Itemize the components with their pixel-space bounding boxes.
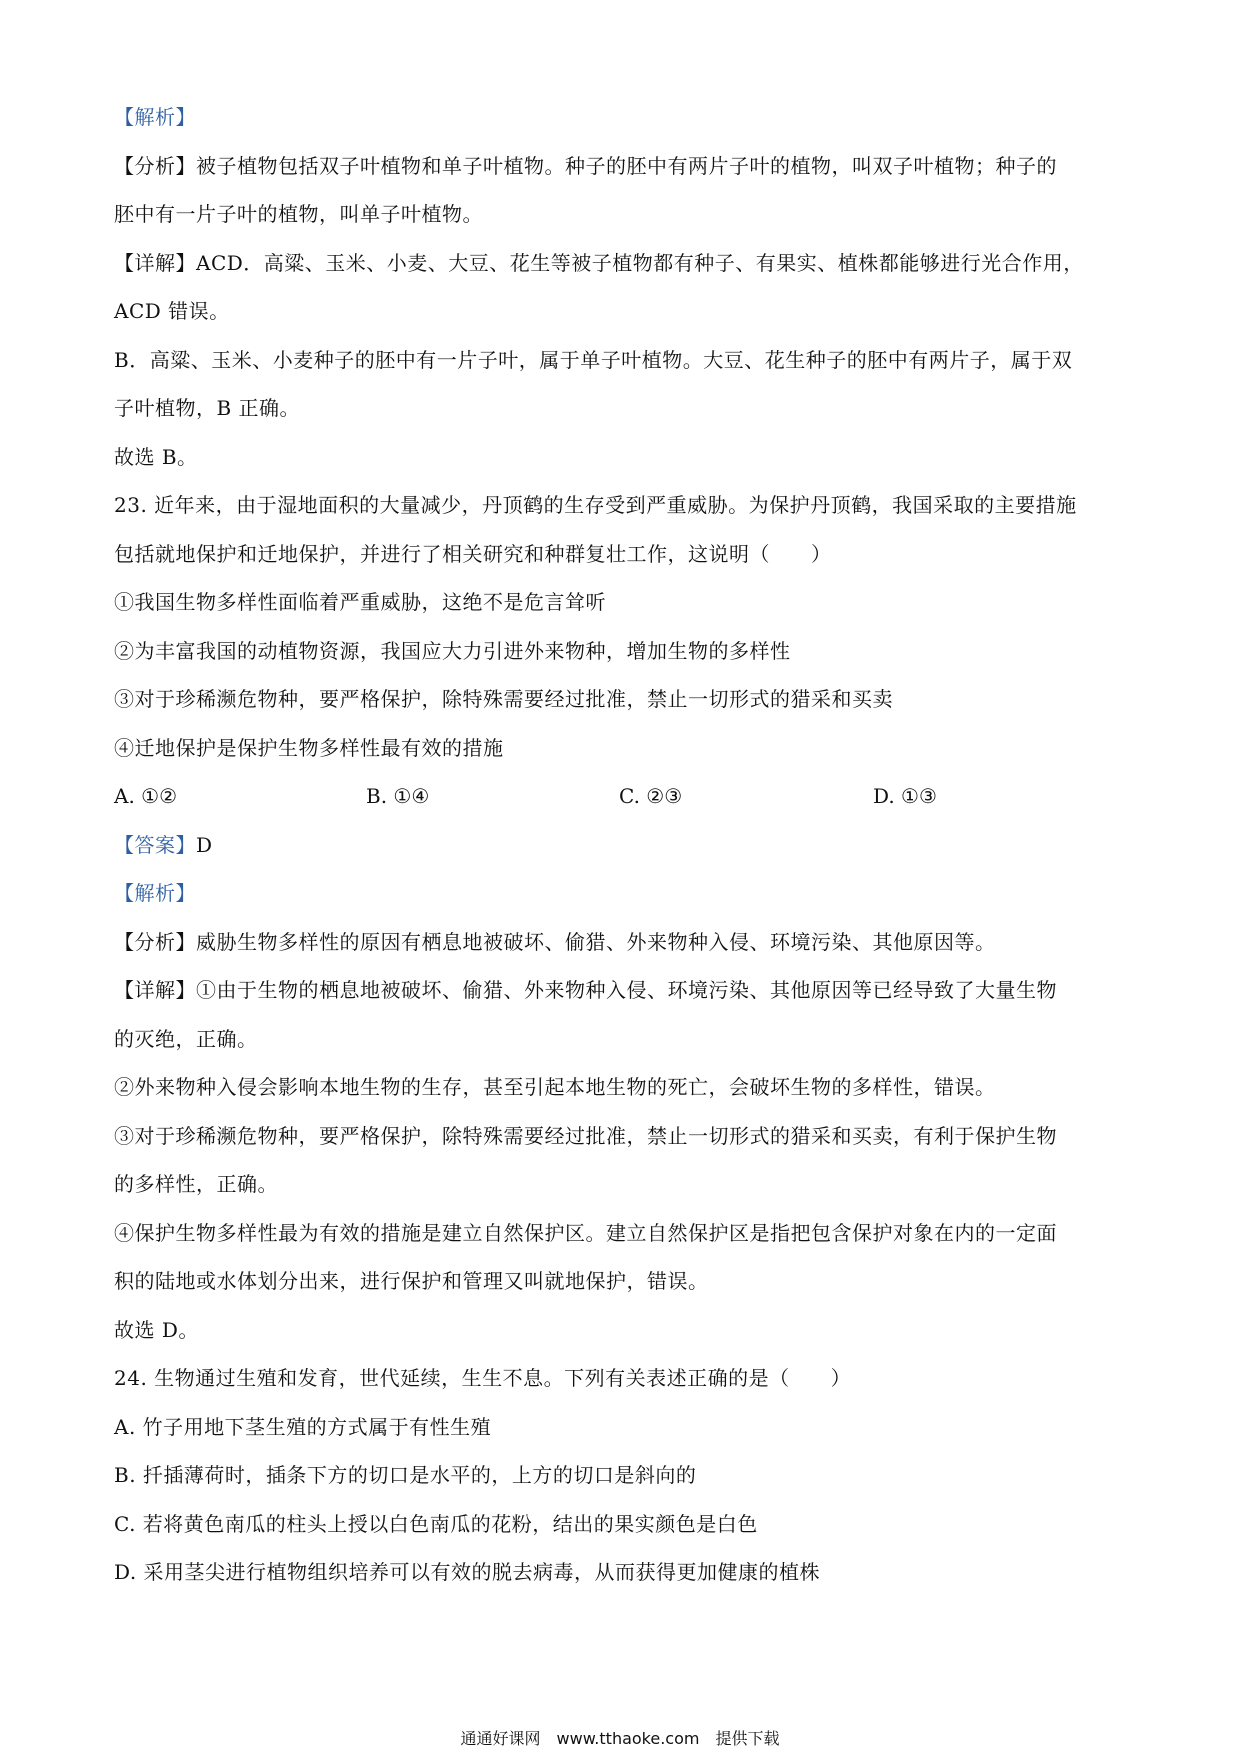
- detail-b-line2: 子叶植物，B 正确。: [114, 396, 301, 420]
- q23-statement-1: ①我国生物多样性面临着严重威胁，这绝不是危言耸听: [114, 590, 606, 614]
- q23-detail-1-text: ①由于生物的栖息地被破坏、偷猎、外来物种入侵、环境污染、其他原因等已经导致了大量生物: [196, 978, 1057, 1002]
- xiangjie-text: ACD．高粱、玉米、小麦、大豆、花生等被子植物都有种子、有果实、植株都能够进行光合作用，: [196, 251, 1084, 275]
- q23-fenxi-label: 【分析】: [114, 930, 196, 954]
- q23-fenxi-text: 威胁生物多样性的原因有栖息地被破坏、偷猎、外来物种入侵、环境污染、其他原因等。: [196, 930, 996, 954]
- q23-detail-4: ④保护生物多样性最为有效的措施是建立自然保护区。建立自然保护区是指把包含保护对象在内的一定面: [114, 1221, 1057, 1245]
- q23-detail-1: [114, 975, 1057, 1005]
- q23-detail-3: ③对于珍稀濒危物种，要严格保护，除特殊需要经过批准，禁止一切形式的猎采和买卖，有利于保护生物: [114, 1124, 1057, 1148]
- q23-fenxi: [114, 927, 996, 957]
- xiangjie-label: 【详解】: [114, 251, 196, 275]
- q24-option-c: C. 若将黄色南瓜的柱头上授以白色南瓜的花粉，结出的果实颜色是白色: [114, 1512, 758, 1536]
- detail-b-line1: B．高粱、玉米、小麦种子的胚中有一片子叶，属于单子叶植物。大豆、花生种子的胚中有两片子，属于双: [114, 348, 1073, 372]
- analysis-paragraph: [114, 151, 1057, 181]
- detail-paragraph-cont: ACD 错误。: [114, 299, 230, 323]
- q24-option-a: A. 竹子用地下茎生殖的方式属于有性生殖: [114, 1415, 492, 1439]
- q23-detail-2: ②外来物种入侵会影响本地生物的生存，甚至引起本地生物的死亡，会破坏生物的多样性，错误。: [114, 1075, 996, 1099]
- q23-option-a: A. ①②: [114, 784, 178, 808]
- q23-detail-3-cont: 的多样性，正确。: [114, 1172, 278, 1196]
- q24-option-d: D. 采用茎尖进行植物组织培养可以有效的脱去病毒，从而获得更加健康的植株: [114, 1560, 821, 1584]
- q23-option-d: D. ①③: [873, 784, 937, 808]
- q23-option-c: C. ②③: [619, 784, 683, 808]
- q23-xiangjie-label: 【详解】: [114, 978, 196, 1002]
- detail-paragraph: [114, 248, 1084, 278]
- analysis-paragraph-cont: 胚中有一片子叶的植物，叫单子叶植物。: [114, 202, 483, 226]
- q23-detail-4-cont: 积的陆地或水体划分出来，进行保护和管理又叫就地保护，错误。: [114, 1269, 709, 1293]
- conclusion: 故选 B。: [114, 445, 198, 469]
- q23-option-b: B. ①④: [366, 784, 430, 808]
- fenxi-text: 被子植物包括双子叶植物和单子叶植物。种子的胚中有两片子叶的植物，叫双子叶植物；种子的: [196, 154, 1057, 178]
- q23-statement-4: ④迁地保护是保护生物多样性最有效的措施: [114, 736, 504, 760]
- q23-analysis-heading: 【解析】: [114, 881, 196, 905]
- q23-statement-3: ③对于珍稀濒危物种，要严格保护，除特殊需要经过批准，禁止一切形式的猎采和买卖: [114, 687, 893, 711]
- answer-label: 【答案】: [114, 833, 196, 857]
- answer-value: D: [196, 833, 213, 857]
- q23-answer: [114, 830, 213, 860]
- q24-option-b: B. 扦插薄荷时，插条下方的切口是水平的，上方的切口是斜向的: [114, 1463, 697, 1487]
- q23-detail-1-cont: 的灭绝，正确。: [114, 1027, 258, 1051]
- q23-stem-line1: 23. 近年来，由于湿地面积的大量减少，丹顶鹤的生存受到严重威胁。为保护丹顶鹤，我国采取的主要措施: [114, 493, 1077, 517]
- fenxi-label: 【分析】: [114, 154, 196, 178]
- q24-stem: 24. 生物通过生殖和发育，世代延续，生生不息。下列有关表述正确的是（ ）: [114, 1366, 852, 1390]
- q23-statement-2: ②为丰富我国的动植物资源，我国应大力引进外来物种，增加生物的多样性: [114, 639, 791, 663]
- page-footer: 通通好课网 www.tthaoke.com 提供下载: [460, 1729, 780, 1748]
- q23-stem-line2: 包括就地保护和迁地保护，并进行了相关研究和种群复壮工作，这说明（ ）: [114, 542, 832, 566]
- q23-conclusion: 故选 D。: [114, 1318, 199, 1342]
- analysis-heading: 【解析】: [114, 105, 196, 129]
